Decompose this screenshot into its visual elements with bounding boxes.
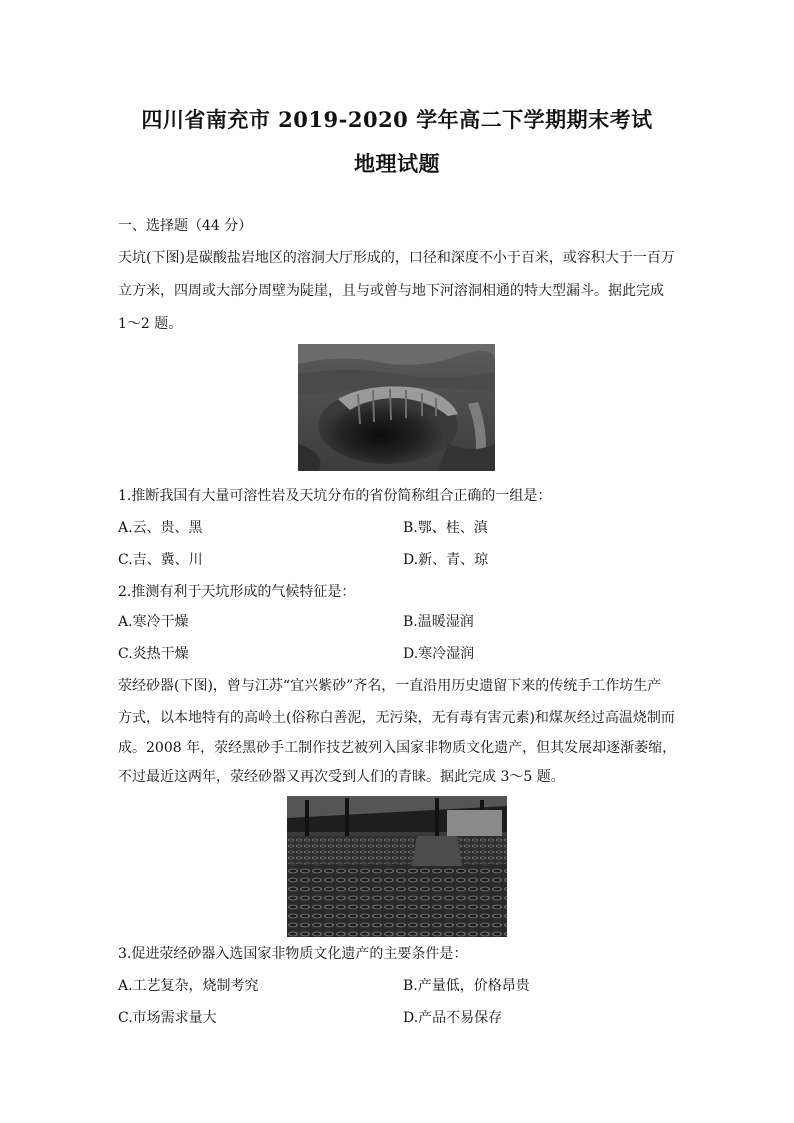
q3-option-b: B.产量低，价格昂贵 — [403, 978, 530, 994]
q3-option-a: A.工艺复杂，烧制考究 — [118, 978, 259, 994]
passage2-line-2: 方式，以本地特有的高岭土(俗称白善泥，无污染，无有毒有害元素)和煤灰经过高温烧制而 — [118, 710, 675, 726]
q3-stem: 3.促进荥经砂器入选国家非物质文化遗产的主要条件是： — [118, 946, 468, 962]
section-heading: 一、选择题（44 分） — [118, 218, 253, 234]
passage1-line-1: 天坑(下图)是碳酸盐岩地区的溶洞大厅形成的，口径和深度不小于百米，或容积大于一百万 — [118, 250, 675, 266]
passage2-line-3: 成。2008 年，荥经黑砂手工制作技艺被列入国家非物质文化遗产，但其发展却逐渐萎缩， — [118, 740, 677, 756]
passage1-line-3: 1～2 题。 — [118, 316, 183, 332]
q3-option-d: D.产品不易保存 — [403, 1010, 503, 1026]
tiankeng-photo — [298, 344, 495, 471]
q1-option-c: C.吉、冀、川 — [118, 552, 203, 568]
passage1-line-2: 立方米，四周或大部分周壁为陡崖，且与或曾与地下河溶洞相通的特大型漏斗。据此完成 — [118, 283, 664, 299]
q2-option-d: D.寒冷湿润 — [403, 646, 475, 662]
passage2-line-4: 不过最近这两年，荥经砂器又再次受到人们的青睐。据此完成 3～5 题。 — [118, 769, 565, 785]
passage2-line-1: 荥经砂器(下图)，曾与江苏“宜兴紫砂”齐名，一直沿用历史遗留下来的传统手工作坊生产 — [118, 678, 662, 694]
q2-stem: 2.推测有利于天坑形成的气候特征是： — [118, 584, 356, 600]
q3-option-c: C.市场需求量大 — [118, 1010, 217, 1026]
q1-stem: 1.推断我国有大量可溶性岩及天坑分布的省份简称组合正确的一组是： — [118, 488, 552, 504]
q1-option-a: A.云、贵、黑 — [118, 520, 203, 536]
q2-option-a: A.寒冷干燥 — [118, 614, 189, 630]
pottery-workshop-photo — [287, 796, 507, 937]
q1-option-d: D.新、青、琼 — [403, 552, 489, 568]
q2-option-c: C.炎热干燥 — [118, 646, 189, 662]
q2-option-b: B.温暖湿润 — [403, 614, 474, 630]
q1-option-b: B.鄂、桂、滇 — [403, 520, 488, 536]
page-title: 四川省南充市 2019-2020 学年高二下学期期末考试 — [141, 107, 653, 132]
page-subtitle: 地理试题 — [354, 151, 440, 176]
